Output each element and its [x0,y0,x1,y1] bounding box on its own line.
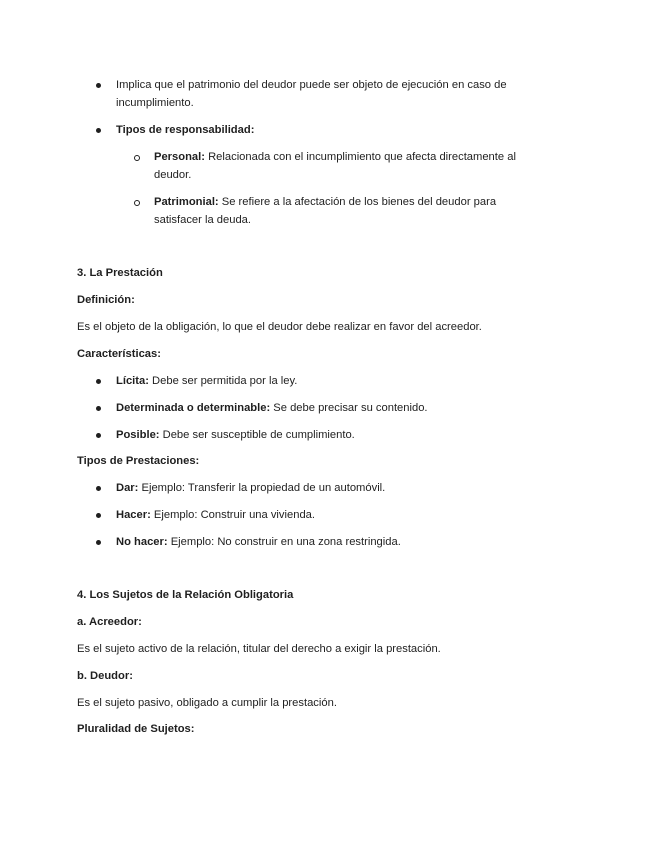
patrimonial-text-1: Se refiere a la afectación de los bienes del deudor para [218,196,497,208]
bullet-icon [96,433,101,438]
section-heading-prestacion: 3. La Prestación [77,267,163,279]
tipos-prestaciones-label: Tipos de Prestaciones: [77,455,200,467]
patrimonial-text-2: satisfacer la deuda. [154,214,252,226]
list-item [116,399,428,417]
item-text: Ejemplo: Transferir la propiedad de un automóvil. [138,482,386,494]
bullet-icon [96,540,101,545]
list-item [116,506,315,524]
definicion-text: Es el objeto de la obligación, lo que el deudor debe realizar en favor del acreedor. [77,321,482,333]
patrimonial-item-line-1 [154,193,496,211]
acreedor-label: a. Acreedor: [77,616,142,628]
sub-bullet-icon [134,155,140,161]
bullet-icon [96,379,101,384]
item-label: Determinada o determinable: [116,402,271,414]
bullet-icon [96,486,101,491]
deudor-label: b. Deudor: [77,670,133,682]
personal-item-line-1 [154,148,516,166]
pluralidad-label: Pluralidad de Sujetos: [77,723,195,735]
patrimonial-label: Patrimonial: [154,196,219,208]
acreedor-text: Es el sujeto activo de la relación, titular del derecho a exigir la prestación. [77,643,441,655]
item-label: No hacer: [116,536,168,548]
item-text: Se debe precisar su contenido. [270,402,428,414]
list-item [116,479,385,497]
definicion-label: Definición: [77,294,135,306]
item-label: Dar: [116,482,139,494]
caracteristicas-label: Características: [77,348,161,360]
tipos-responsabilidad-label: Tipos de responsabilidad: [116,124,255,136]
item-text: Debe ser permitida por la ley. [148,375,298,387]
implica-line-1: Implica que el patrimonio del deudor puede ser objeto de ejecución en caso de [116,79,507,91]
sub-bullet-icon [134,200,140,206]
item-label: Posible: [116,429,160,441]
personal-text-1: Relacionada con el incumplimiento que afecta directamente al [204,151,516,163]
bullet-icon [96,128,101,133]
personal-text-2: deudor. [154,169,192,181]
bullet-icon [96,83,101,88]
item-text: Ejemplo: Construir una vivienda. [150,509,315,521]
bullet-icon [96,406,101,411]
bullet-icon [96,513,101,518]
deudor-text: Es el sujeto pasivo, obligado a cumplir la prestación. [77,697,337,709]
section-heading-sujetos: 4. Los Sujetos de la Relación Obligatoria [77,589,294,601]
item-text: Ejemplo: No construir en una zona restringida. [167,536,401,548]
list-item [116,426,355,444]
item-label: Hacer: [116,509,151,521]
list-item [116,372,297,390]
item-label: Lícita: [116,375,149,387]
implica-line-2: incumplimiento. [116,97,194,109]
list-item [116,533,401,551]
personal-label: Personal: [154,151,205,163]
item-text: Debe ser susceptible de cumplimiento. [159,429,355,441]
